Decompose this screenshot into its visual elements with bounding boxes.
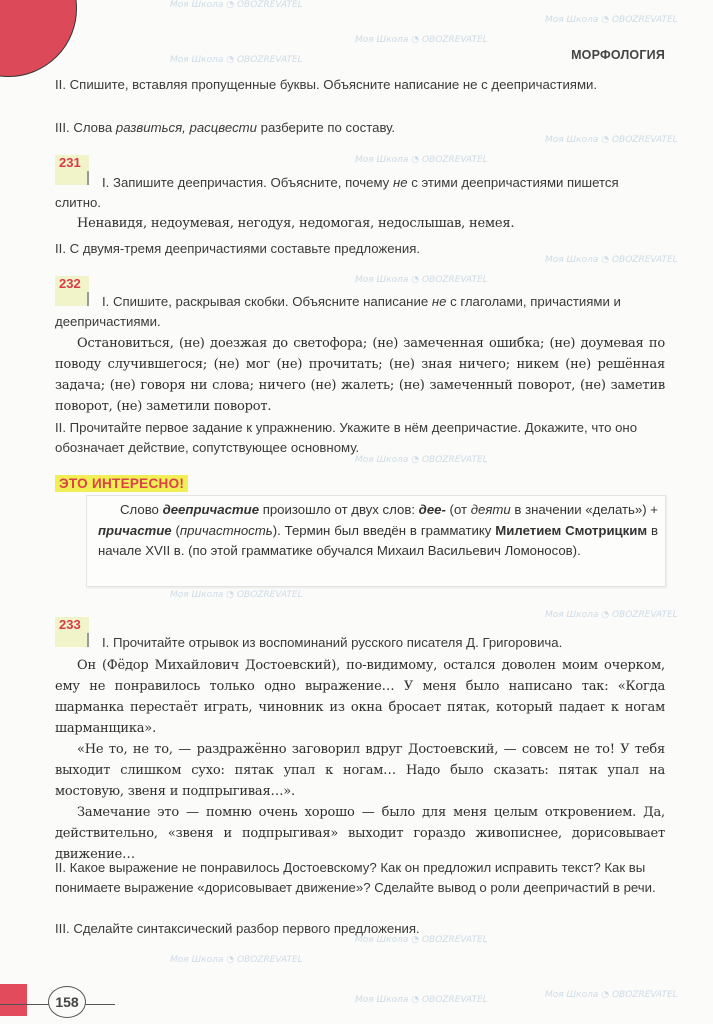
watermark: Моя Школа ◔ OBOZREVATEL [170,955,303,965]
prev-task-2: II. Спишите, вставляя пропущенные буквы. Объясните написание не с деепричастиями. [55,77,598,92]
exercise-233-paragraph-2: «Не то, не то, — раздражённо заговорил вдруг Достоевский, — совсем не то! У тебя выходит слишком сухо: пятак упал к ногам… Надо было сказать: пятак упал на мостовую, звеня и подпрыгивая…». [55,742,665,799]
watermark: Моя Школа ◔ OBOZREVATEL [545,610,678,620]
watermark: Моя Школа ◔ OBOZREVATEL [355,155,488,165]
exercise-232-text: Остановиться, (не) доезжая до светофора; (не) замеченная ошибка; (не) доумевая по поводу случившегося; (не) мог (не) прочитать; (не) зная ничего; никем (не) решённая задача; (не) говоря ни слова; ничего (не) жалеть; (не) замеченный поворот, (не) заметив поворот, (не) заметили поворот. [55,336,665,414]
exercise-232-task-2: II. Прочитайте первое задание к упражнению. Укажите в нём деепричастие. Докажите, что оно обозначает действие, сопутствующее основному. [55,420,638,455]
watermark: Моя Школа ◔ OBOZREVATEL [355,995,488,1005]
exercise-number-231: 231 [55,155,89,185]
watermark: Моя Школа ◔ OBOZREVATEL [545,255,678,265]
exercise-number-233: 233 [55,617,89,647]
watermark: Моя Школа ◔ OBOZREVATEL [355,455,488,465]
exercise-231-task-2: II. С двумя-тремя деепричастиями составьте предложения. [55,241,421,256]
exercise-233-task-3: III. Сделайте синтаксический разбор первого предложения. [55,921,420,936]
page-number: 158 [48,986,86,1018]
watermark: Моя Школа ◔ OBOZREVATEL [355,935,488,945]
watermark: Моя Школа ◔ OBOZREVATEL [545,135,678,145]
page-footer [0,984,120,1024]
watermark: Моя Школа ◔ OBOZREVATEL [170,590,303,600]
watermark: Моя Школа ◔ OBOZREVATEL [355,35,488,45]
corner-decoration [0,0,77,77]
watermark: Моя Школа ◔ OBOZREVATEL [170,55,303,65]
interesting-fact-text: Слово деепричастие произошло от двух слов: дее- (от деяти в значении «делать») + причастие (причастность). Термин был введён в грамматику Милетием Смотрицким в начале XVII в. (по этой грамматике обучался Михаил Васильевич Ломоносов). [98,502,659,558]
exercise-number-232: 232 [55,276,89,306]
watermark: Моя Школа ◔ OBOZREVATEL [545,15,678,25]
exercise-231-task-1: I. Запишите деепричастия. Объясните, почему не с этими деепричастиями пишется слитно. [55,175,619,210]
page-corner-marker [0,984,27,1016]
exercise-232-task-1: I. Спишите, раскрывая скобки. Объясните написание не с глаголами, причастиями и деепричастиями. [55,294,621,329]
watermark: Моя Школа ◔ OBOZREVATEL [170,0,303,10]
exercise-233-paragraph-3: Замечание это — помню очень хорошо — было для меня целым откровением. Да, действительно, «звеня и подпрыгивая» выходит гораздо живописнее, дорисовывает движение… [55,805,665,862]
watermark: Моя Школа ◔ OBOZREVATEL [545,990,678,1000]
exercise-233-task-1: I. Прочитайте отрывок из воспоминаний русского писателя Д. Григоровича. [102,635,563,650]
exercise-233-paragraph-1: Он (Фёдор Михайлович Достоевский), по-видимому, остался доволен моим очерком, ему не понравилось только одно выражение… У меня было написано так: «Когда шарманка перестаёт играть, чиновник из окна бросает пятак, который падает к ногам шарманщика». [55,658,665,736]
interesting-label: ЭТО ИНТЕРЕСНО! [55,475,188,492]
prev-task-3: III. Слова развиться, расцвести разберите по составу. [55,120,396,135]
watermark: Моя Школа ◔ OBOZREVATEL [355,275,488,285]
exercise-231-words: Ненавидя, недоумевая, негодуя, недомогая, недослышав, немея. [77,216,515,231]
section-title: МОРФОЛОГИЯ [571,48,665,62]
exercise-233-task-2: II. Какое выражение не понравилось Достоевскому? Как он предложил исправить текст? Как вы понимаете выражение «дорисовывает движение»? Сделайте вывод о роли деепричастий в речи. [55,860,656,895]
